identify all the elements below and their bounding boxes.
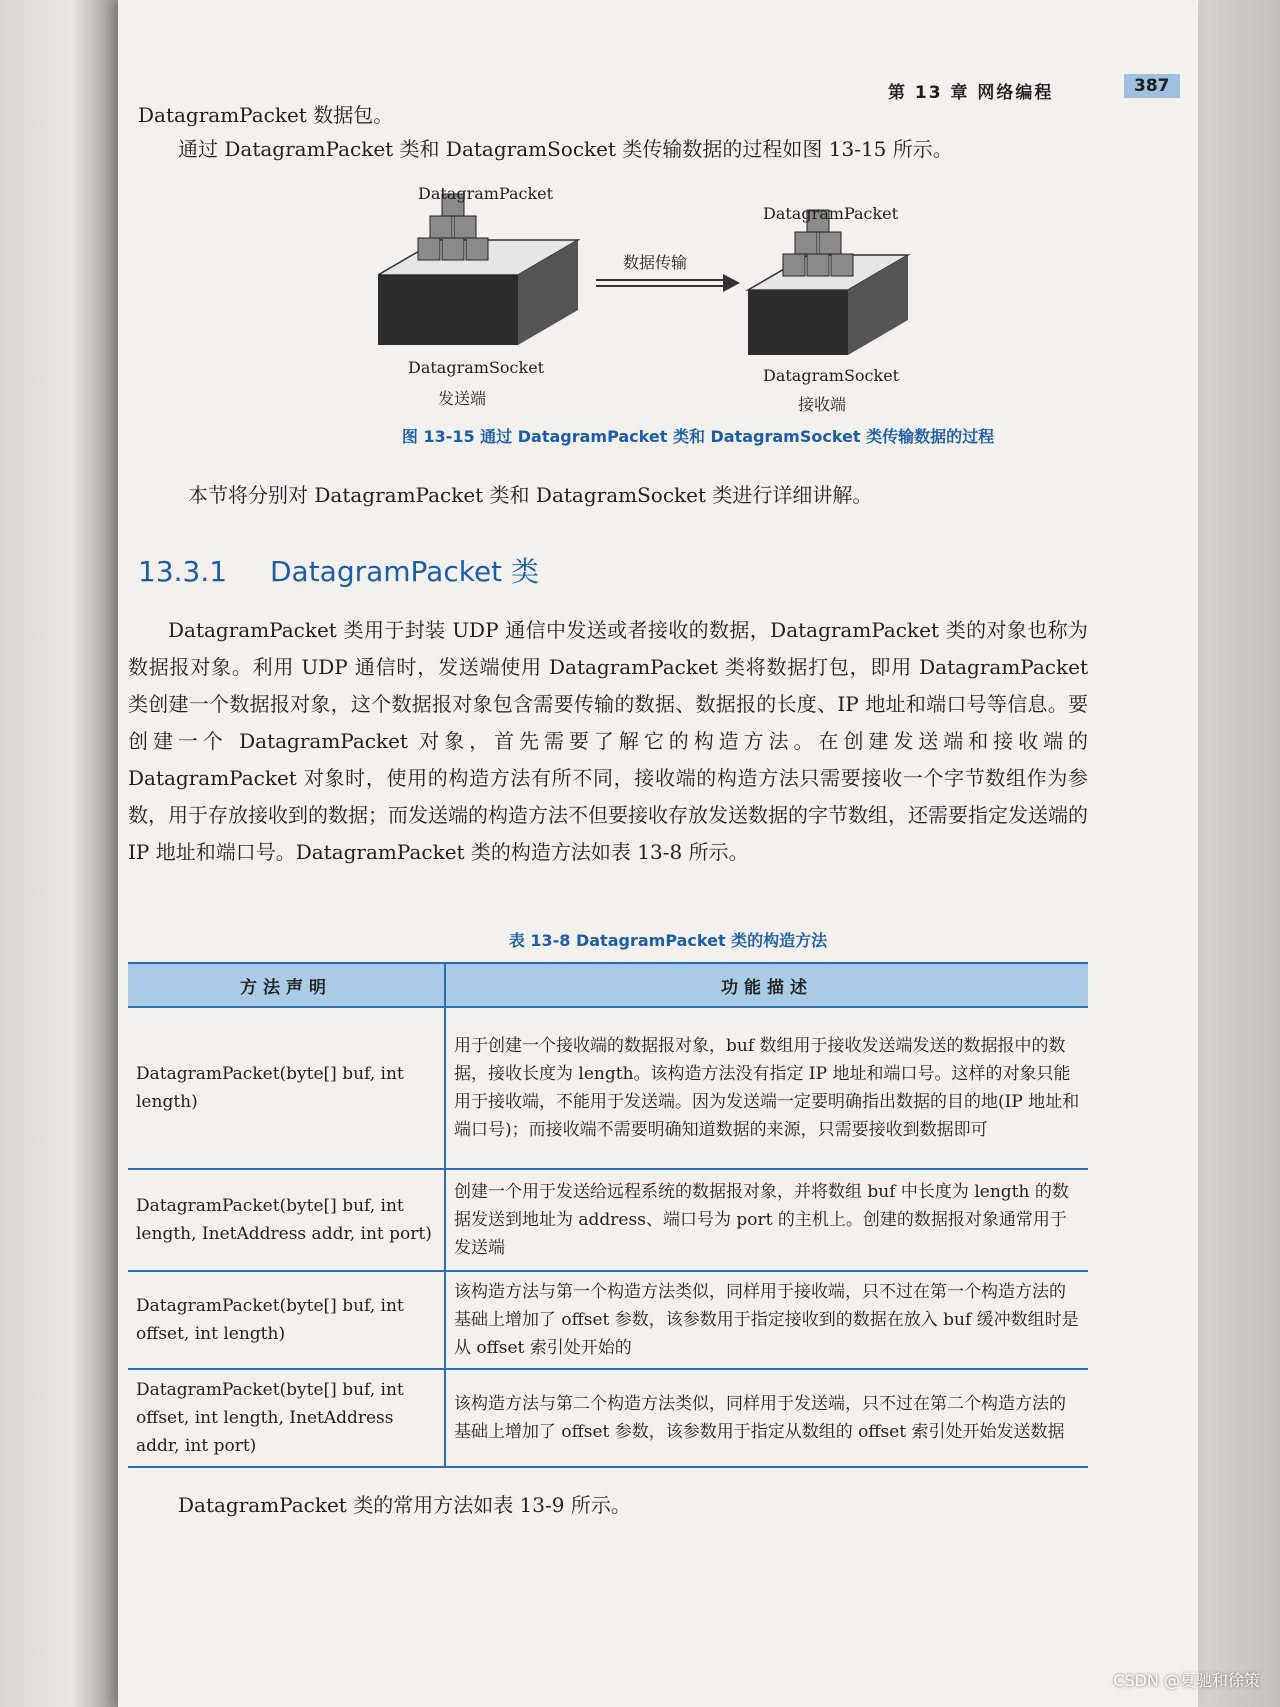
description-cell: 创建一个用于发送给远程系统的数据报对象，并将数组 buf 中长度为 length 的数据发送到地址为 address、端口号为 port 的主机上。创建的数据报对象通常用于发送端 — [445, 1169, 1088, 1271]
previous-page-edge — [0, 0, 118, 1707]
paragraph-2: 通过 DatagramPacket 类和 DatagramSocket 类传输数据的过程如图 13-15 所示。 — [178, 137, 953, 161]
datagram-transfer-diagram — [378, 180, 1078, 420]
sender-role-label: 发送端 — [438, 389, 487, 408]
table-caption: 表 13-8 DatagramPacket 类的构造方法 — [508, 931, 828, 950]
receiver-socket-label: DatagramSocket — [763, 366, 900, 385]
book-page — [118, 0, 1198, 1707]
table-row — [128, 1271, 1088, 1369]
table-header-row — [128, 963, 1088, 1007]
figure-caption: 图 13-15 通过 DatagramPacket 类和 DatagramSocket 类传输数据的过程 — [401, 427, 995, 446]
method-cell: DatagramPacket(byte[] buf, int offset, int length, InetAddress addr, int port) — [128, 1369, 445, 1467]
paragraph-1: DatagramPacket 数据包。 — [138, 103, 394, 127]
body-paragraph: DatagramPacket 类用于封装 UDP 通信中发送或者接收的数据，DatagramPacket 类的对象也称为数据报对象。利用 UDP 通信时，发送端使用 DatagramPacket 类将数据打包，即用 DatagramPacket 类创建一个数据报对象，这个数据报对象包含需要传输的数据、数据报的长度、IP 地址和端口号等信息。要创建一个 DatagramPacket 对象，首先需要了解它的构造方法。在创建发送端和接收端的 DatagramPacket 对象时，使用的构造方法有所不同，接收端的构造方法只需要接收一个字节数组作为参数，用于存放接收到的数据；而发送端的构造方法不但要接收存放发送数据的字节数组，还需要指定发送端的 IP 地址和端口号。DatagramPacket 类的构造方法如表 13-8 所示。 — [128, 618, 1088, 864]
receiver-role-label: 接收端 — [798, 395, 847, 414]
method-cell: DatagramPacket(byte[] buf, int length) — [128, 1007, 445, 1169]
book-page-stack — [1198, 0, 1280, 1707]
transfer-arrow — [596, 274, 740, 292]
method-cell: DatagramPacket(byte[] buf, int offset, int length) — [128, 1271, 445, 1369]
table-row — [128, 1169, 1088, 1271]
intro-paragraph: 本节将分别对 DatagramPacket 类和 DatagramSocket 类进行详细讲解。 — [188, 483, 873, 507]
table-row — [128, 1007, 1088, 1169]
table-row — [128, 1369, 1088, 1467]
receiver-packet-label: DatagramPacket — [763, 204, 899, 223]
description-cell: 该构造方法与第二个构造方法类似，同样用于发送端，只不过在第二个构造方法的基础上增加了 offset 参数，该参数用于指定从数组的 offset 索引处开始发送数据 — [445, 1369, 1088, 1467]
header-description: 功能描述 — [445, 963, 1088, 1007]
page-number: 387 — [1124, 74, 1180, 98]
section-number: 13.3.1 — [138, 555, 228, 588]
sender-packet-label: DatagramPacket — [418, 184, 554, 203]
receiver-platform — [748, 210, 908, 355]
closing-paragraph: DatagramPacket 类的常用方法如表 13-9 所示。 — [178, 1493, 631, 1517]
constructor-table — [128, 962, 1088, 1468]
method-cell: DatagramPacket(byte[] buf, int length, InetAddress addr, int port) — [128, 1169, 445, 1271]
transfer-label: 数据传输 — [623, 253, 688, 272]
sender-socket-label: DatagramSocket — [408, 358, 545, 377]
description-cell: 用于创建一个接收端的数据报对象，buf 数组用于接收发送端发送的数据报中的数据，接收长度为 length。该构造方法没有指定 IP 地址和端口号。这样的对象只能用于接收端，不能用于发送端。因为发送端一定要明确指出数据的目的地(IP 地址和端口号)；而接收端不需要明确知道数据的来源，只需要接收到数据即可 — [445, 1007, 1088, 1169]
section-title-text: DatagramPacket 类 — [269, 555, 540, 588]
header-method: 方法声明 — [128, 963, 445, 1007]
description-cell: 该构造方法与第一个构造方法类似，同样用于接收端，只不过在第一个构造方法的基础上增加了 offset 参数，该参数用于指定接收到的数据在放入 buf 缓冲数组时是从 offset 索引处开始的 — [445, 1271, 1088, 1369]
sender-platform — [378, 194, 578, 345]
chapter-header: 第 13 章 网络编程 — [888, 83, 1054, 103]
watermark: CSDN @夏驰和徐策 — [1113, 1671, 1260, 1690]
section-heading — [138, 550, 539, 590]
